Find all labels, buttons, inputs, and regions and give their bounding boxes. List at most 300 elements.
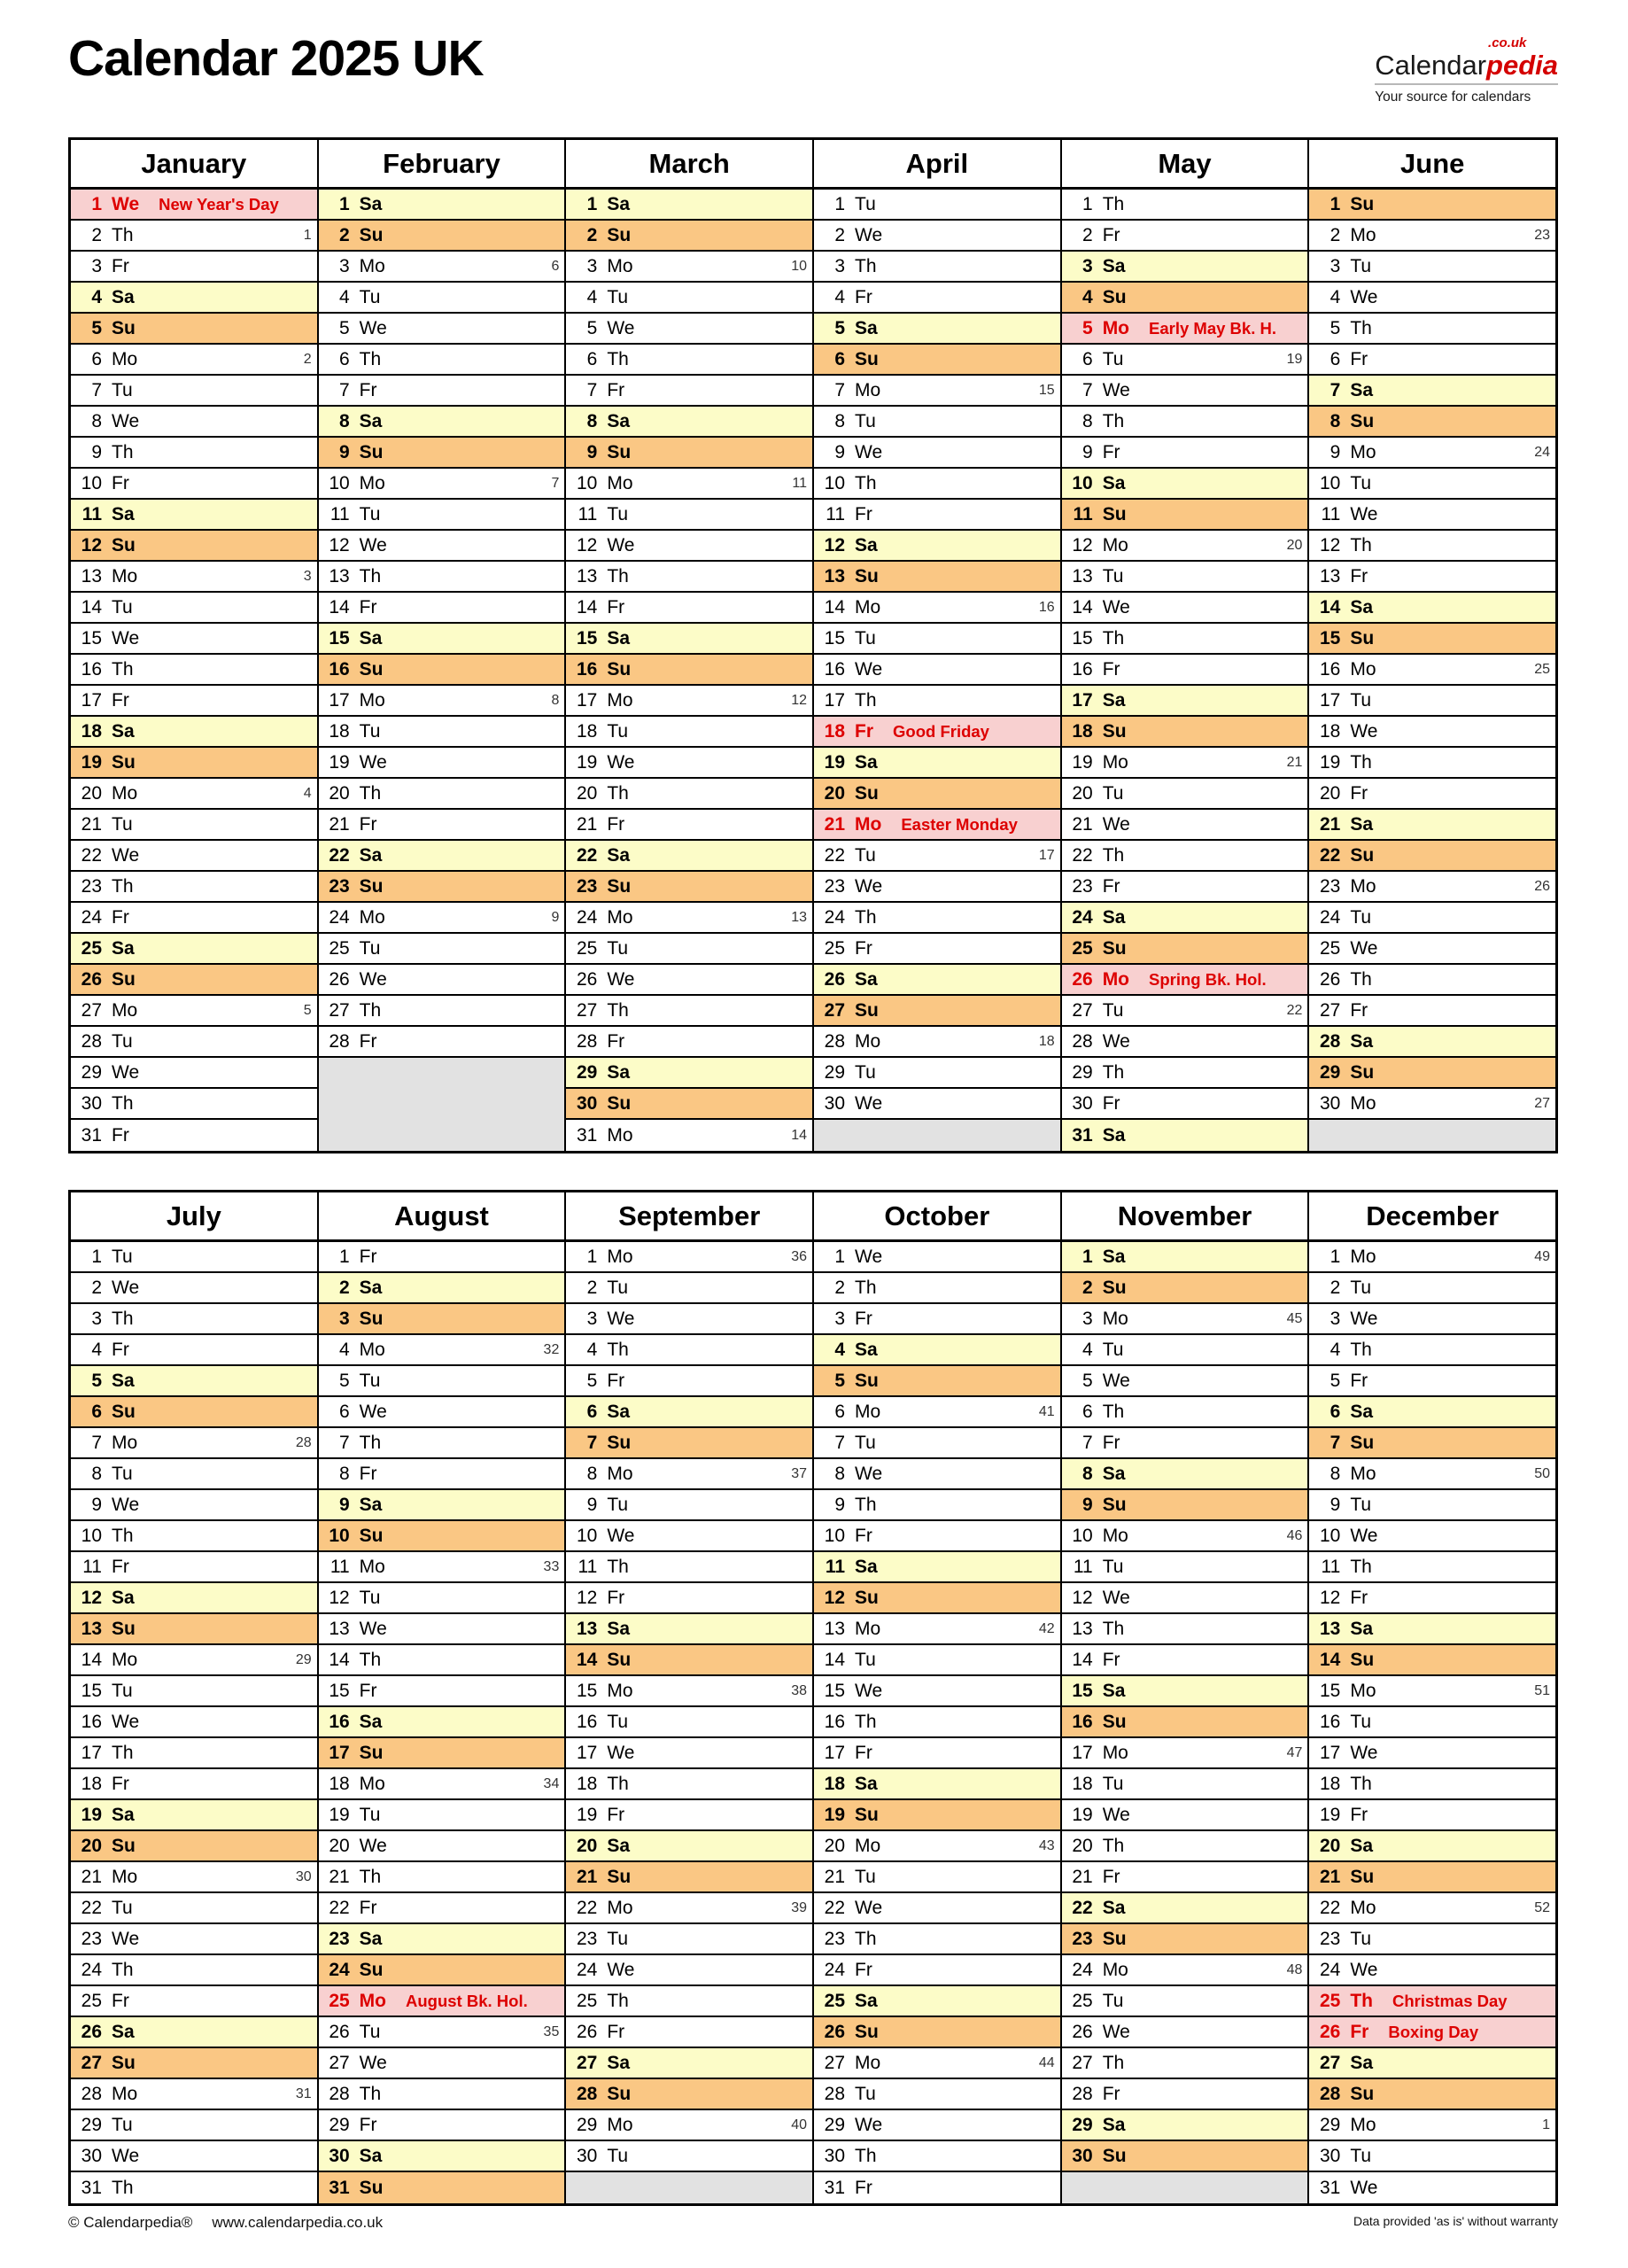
day-row (319, 1583, 565, 1614)
day-number: 30 (1320, 2145, 1341, 2166)
day-row (71, 965, 317, 996)
day-number: 16 (576, 658, 598, 680)
day-number: 25 (824, 937, 846, 959)
weekday-abbrev: Sa (855, 751, 878, 773)
day-row (1062, 1304, 1308, 1335)
weekday-abbrev: We (1102, 596, 1130, 617)
weekday-abbrev: Th (112, 1308, 134, 1329)
day-row (1062, 903, 1308, 934)
weekday-abbrev: Mo (1350, 875, 1376, 897)
weekday-abbrev: Su (359, 875, 384, 897)
day-row (319, 1335, 565, 1366)
weekday-abbrev: Tu (1350, 1928, 1372, 1949)
day-number: 22 (1072, 1897, 1093, 1918)
weekday-abbrev: Sa (359, 2145, 383, 2166)
week-number: 14 (791, 1127, 808, 1143)
day-row (71, 376, 317, 407)
weekday-abbrev: Su (1102, 720, 1127, 742)
day-row (814, 345, 1060, 376)
weekday-abbrev: Th (1102, 2052, 1125, 2073)
day-number: 23 (329, 875, 350, 897)
day-row (319, 1366, 565, 1397)
day-row (566, 2079, 812, 2110)
day-row (566, 1862, 812, 1893)
weekday-abbrev: Sa (1350, 813, 1374, 835)
weekday-abbrev: Mo (1350, 1092, 1376, 1114)
holiday-label: Early May Bk. H. (1149, 318, 1276, 338)
weekday-abbrev: Th (855, 2145, 877, 2166)
weekday-abbrev: Mo (855, 1618, 881, 1639)
day-number: 18 (576, 720, 598, 742)
weekday-abbrev: Tu (1102, 1773, 1124, 1794)
weekday-abbrev: Th (359, 782, 382, 804)
day-number: 11 (1073, 1556, 1093, 1577)
day-number: 20 (576, 1835, 598, 1856)
weekday-abbrev: Th (607, 1556, 629, 1577)
week-number: 46 (1286, 1527, 1303, 1543)
weekday-abbrev: Sa (1102, 689, 1126, 711)
weekday-abbrev: Tu (1350, 472, 1372, 493)
week-number: 51 (1534, 1682, 1551, 1698)
day-row (1309, 1459, 1555, 1490)
day-number: 17 (329, 1742, 350, 1763)
weekday-abbrev: Sa (359, 193, 383, 214)
calendar-top-half-jan-jun (68, 137, 1558, 1153)
day-number: 8 (91, 410, 102, 431)
day-number: 29 (824, 1061, 846, 1083)
day-row (319, 624, 565, 655)
day-row (814, 2141, 1060, 2172)
weekday-abbrev: Fr (855, 1308, 872, 1329)
weekday-abbrev: Sa (359, 1711, 383, 1732)
day-number: 28 (329, 1030, 350, 1052)
weekday-abbrev: Tu (359, 1370, 381, 1391)
weekday-abbrev: Th (1350, 1339, 1372, 1360)
day-row (566, 965, 812, 996)
weekday-abbrev: We (359, 1835, 387, 1856)
day-row (71, 1862, 317, 1893)
weekday-abbrev: Fr (607, 379, 625, 400)
empty-cells (566, 2172, 812, 2203)
day-number: 4 (1082, 286, 1093, 307)
weekday-abbrev: Th (112, 224, 134, 245)
weekday-abbrev: Fr (855, 1742, 872, 1763)
day-number: 28 (1320, 2083, 1341, 2104)
week-number: 11 (792, 475, 808, 491)
weekday-abbrev: We (112, 1494, 140, 1515)
day-number: 13 (81, 565, 102, 586)
day-row (71, 1707, 317, 1738)
logo-wordmark (1375, 35, 1558, 85)
day-row (814, 1583, 1060, 1614)
day-row (319, 1397, 565, 1428)
day-number: 22 (824, 1897, 846, 1918)
week-number: 2 (303, 351, 312, 367)
day-row (1062, 717, 1308, 748)
day-row (1309, 1335, 1555, 1366)
day-number: 25 (1320, 937, 1341, 959)
day-row (71, 2141, 317, 2172)
weekday-abbrev: Fr (359, 1246, 377, 1267)
day-row (814, 2172, 1060, 2203)
weekday-abbrev: Mo (359, 1990, 386, 2011)
weekday-abbrev: Th (607, 565, 629, 586)
day-row (319, 407, 565, 438)
day-number: 24 (329, 906, 350, 928)
day-row (1309, 841, 1555, 872)
weekday-abbrev: Mo (359, 255, 385, 276)
day-row (1062, 686, 1308, 717)
weekday-abbrev: Fr (112, 1339, 129, 1360)
day-row (566, 500, 812, 531)
day-row (319, 1893, 565, 1924)
day-number: 23 (576, 1928, 598, 1949)
day-row (319, 779, 565, 810)
day-row (1309, 1089, 1555, 1120)
day-row (319, 841, 565, 872)
day-row (71, 531, 317, 562)
day-number: 2 (1082, 224, 1093, 245)
day-number: 4 (338, 1339, 350, 1360)
weekday-abbrev: Fr (855, 2177, 872, 2198)
day-number: 2 (338, 1277, 350, 1298)
weekday-abbrev: Tu (112, 813, 133, 835)
weekday-abbrev: Su (359, 1308, 384, 1329)
weekday-abbrev: Sa (1102, 1246, 1126, 1267)
weekday-abbrev: Fr (359, 1463, 377, 1484)
weekday-abbrev: We (1350, 1742, 1378, 1763)
day-row (1062, 2141, 1308, 2172)
weekday-abbrev: Fr (359, 379, 377, 400)
weekday-abbrev: We (359, 751, 387, 773)
weekday-abbrev: Th (1350, 1990, 1374, 2011)
day-row (566, 1769, 812, 1800)
day-number: 12 (576, 534, 598, 555)
day-number: 15 (1320, 627, 1341, 649)
day-number: 18 (1320, 720, 1341, 742)
weekday-abbrev: Mo (855, 379, 881, 400)
week-number: 35 (543, 2023, 560, 2039)
day-row (1062, 221, 1308, 252)
day-number: 24 (1320, 906, 1341, 928)
day-row (566, 1738, 812, 1769)
day-number: 22 (329, 844, 350, 866)
day-number: 6 (834, 348, 846, 369)
day-number: 27 (824, 999, 846, 1021)
day-row (566, 1614, 812, 1645)
day-number: 22 (329, 1897, 350, 1918)
weekday-abbrev: We (1350, 937, 1378, 959)
day-row (814, 283, 1060, 314)
weekday-abbrev: Sa (1350, 1030, 1374, 1052)
logo-text-black: Calendar (1375, 50, 1487, 81)
weekday-abbrev: Sa (607, 2052, 631, 2073)
day-row (1309, 2017, 1555, 2048)
day-number: 16 (81, 1711, 102, 1732)
day-row (71, 1583, 317, 1614)
weekday-abbrev: Su (359, 1525, 384, 1546)
day-number: 16 (81, 658, 102, 680)
day-row (566, 283, 812, 314)
day-number: 15 (824, 1680, 846, 1701)
weekday-abbrev: Th (359, 999, 382, 1021)
day-number: 22 (1072, 844, 1093, 866)
weekday-abbrev: Mo (112, 348, 138, 369)
day-number: 22 (81, 1897, 102, 1918)
day-number: 1 (1082, 1246, 1093, 1267)
weekday-abbrev: Fr (1102, 1649, 1120, 1670)
day-row (1309, 1707, 1555, 1738)
day-row (71, 1490, 317, 1521)
weekday-abbrev: We (359, 534, 387, 555)
day-row (1309, 221, 1555, 252)
day-row (1062, 1676, 1308, 1707)
weekday-abbrev: We (855, 875, 883, 897)
weekday-abbrev: Tu (1350, 906, 1372, 928)
day-number: 19 (824, 751, 846, 773)
day-row (319, 345, 565, 376)
day-number: 3 (834, 1308, 846, 1329)
weekday-abbrev: Sa (855, 1990, 878, 2011)
day-row (566, 934, 812, 965)
day-row (71, 2079, 317, 2110)
week-number: 8 (551, 692, 560, 708)
day-number: 27 (329, 2052, 350, 2073)
day-row (566, 1459, 812, 1490)
day-number: 1 (1330, 193, 1341, 214)
weekday-abbrev: Fr (112, 1990, 129, 2011)
day-row (319, 283, 565, 314)
weekday-abbrev: We (112, 410, 140, 431)
day-row (1062, 1058, 1308, 1089)
day-row (319, 1738, 565, 1769)
weekday-abbrev: Tu (359, 937, 381, 959)
day-number: 23 (1072, 1928, 1093, 1949)
day-row (1062, 314, 1308, 345)
day-number: 22 (1320, 1897, 1341, 1918)
day-number: 6 (1330, 348, 1341, 369)
day-number: 12 (824, 1587, 846, 1608)
weekday-abbrev: Su (855, 1804, 879, 1825)
day-row (1309, 717, 1555, 748)
day-row (71, 1676, 317, 1707)
day-number: 15 (1072, 627, 1093, 649)
day-row (1309, 1986, 1555, 2017)
weekday-abbrev: Sa (855, 1339, 878, 1360)
weekday-abbrev: Sa (1102, 1897, 1126, 1918)
day-number: 21 (81, 1866, 102, 1887)
weekday-abbrev: Tu (359, 1587, 381, 1608)
weekday-abbrev: Mo (1350, 441, 1376, 462)
weekday-abbrev: Th (855, 1928, 877, 1949)
weekday-abbrev: Tu (855, 1432, 876, 1453)
day-row (566, 1304, 812, 1335)
day-number: 19 (1072, 751, 1093, 773)
day-row (319, 221, 565, 252)
day-number: 26 (81, 2021, 102, 2042)
weekday-abbrev: Su (112, 534, 136, 555)
weekday-abbrev: Fr (1350, 1804, 1368, 1825)
weekday-abbrev: Tu (855, 410, 876, 431)
weekday-abbrev: Su (855, 1587, 879, 1608)
day-number: 9 (1330, 441, 1341, 462)
day-row (319, 376, 565, 407)
weekday-abbrev: Mo (1350, 1463, 1376, 1484)
weekday-abbrev: Tu (1350, 689, 1372, 711)
day-number: 30 (824, 2145, 846, 2166)
month-name: October (814, 1192, 1060, 1242)
day-number: 28 (1072, 1030, 1093, 1052)
day-number: 3 (586, 255, 598, 276)
weekday-abbrev: Mo (607, 2114, 633, 2135)
day-number: 2 (91, 224, 102, 245)
day-number: 7 (586, 1432, 598, 1453)
day-number: 24 (1072, 906, 1093, 928)
weekday-abbrev: Th (112, 1092, 134, 1114)
weekday-abbrev: Mo (359, 906, 385, 928)
day-number: 5 (91, 1370, 102, 1391)
day-row (71, 1769, 317, 1800)
day-row (566, 1893, 812, 1924)
day-number: 14 (576, 1649, 598, 1670)
day-number: 4 (834, 286, 846, 307)
weekday-abbrev: Sa (1350, 379, 1374, 400)
day-row (1062, 965, 1308, 996)
day-row (319, 1955, 565, 1986)
day-number: 21 (576, 813, 598, 835)
day-number: 2 (586, 1277, 598, 1298)
day-row (1309, 686, 1555, 717)
day-number: 15 (81, 627, 102, 649)
weekday-abbrev: Su (359, 658, 384, 680)
weekday-abbrev: Sa (1350, 1618, 1374, 1639)
weekday-abbrev: Tu (1102, 1990, 1124, 2011)
footer-copyright-block (68, 2214, 383, 2232)
day-row (814, 500, 1060, 531)
weekday-abbrev: We (359, 1618, 387, 1639)
day-number: 19 (1320, 751, 1341, 773)
day-row (814, 1242, 1060, 1273)
weekday-abbrev: We (855, 224, 883, 245)
day-number: 6 (1082, 1401, 1093, 1422)
empty-cells (1062, 2172, 1308, 2203)
weekday-abbrev: Th (1102, 410, 1125, 431)
day-number: 23 (824, 1928, 846, 1949)
weekday-abbrev: We (112, 844, 140, 866)
day-row (1309, 252, 1555, 283)
day-row (319, 1645, 565, 1676)
day-row (1062, 2079, 1308, 2110)
month-column-june (1309, 140, 1555, 1151)
weekday-abbrev: Su (1350, 193, 1375, 214)
day-number: 2 (91, 1277, 102, 1298)
week-number: 45 (1286, 1310, 1303, 1326)
weekday-abbrev: Mo (607, 1463, 633, 1484)
weekday-abbrev: Th (855, 906, 877, 928)
day-row (1309, 500, 1555, 531)
week-number: 41 (1038, 1403, 1055, 1419)
day-number: 24 (824, 1959, 846, 1980)
day-number: 17 (1072, 1742, 1093, 1763)
weekday-abbrev: Fr (1350, 782, 1368, 804)
day-number: 16 (1320, 658, 1341, 680)
weekday-abbrev: Tu (855, 627, 876, 649)
weekday-abbrev: Tu (1102, 782, 1124, 804)
day-row (566, 314, 812, 345)
day-row (1309, 1397, 1555, 1428)
weekday-abbrev: Fr (359, 1680, 377, 1701)
empty-cells (319, 1058, 565, 1151)
weekday-abbrev: Sa (1350, 596, 1374, 617)
day-number: 5 (91, 317, 102, 338)
day-row (814, 779, 1060, 810)
week-number: 43 (1038, 1837, 1055, 1853)
day-row (319, 1707, 565, 1738)
weekday-abbrev: We (607, 751, 635, 773)
day-number: 6 (91, 1401, 102, 1422)
weekday-abbrev: Th (1102, 1401, 1125, 1422)
day-row (319, 1552, 565, 1583)
weekday-abbrev: Th (855, 255, 877, 276)
day-row (1309, 407, 1555, 438)
week-number: 23 (1534, 227, 1551, 243)
month-name: February (319, 140, 565, 190)
weekday-abbrev: Tu (112, 596, 133, 617)
day-number: 4 (834, 1339, 846, 1360)
weekday-abbrev: Su (607, 224, 632, 245)
day-number: 18 (1072, 720, 1093, 742)
day-number: 17 (824, 1742, 846, 1763)
day-row (566, 1366, 812, 1397)
page-footer (68, 2214, 1558, 2232)
day-row (1062, 407, 1308, 438)
weekday-abbrev: We (359, 317, 387, 338)
day-row (1062, 1800, 1308, 1831)
day-number: 4 (1082, 1339, 1093, 1360)
day-number: 25 (1320, 1990, 1341, 2011)
day-row (814, 1955, 1060, 1986)
day-row (814, 996, 1060, 1027)
weekday-abbrev: We (112, 2145, 140, 2166)
week-number: 22 (1286, 1002, 1303, 1018)
day-row (71, 1614, 317, 1645)
day-number: 15 (576, 627, 598, 649)
week-number: 48 (1286, 1961, 1303, 1977)
weekday-abbrev: Mo (1102, 1742, 1128, 1763)
weekday-abbrev: Mo (607, 1897, 633, 1918)
week-number: 34 (543, 1775, 560, 1791)
day-row (319, 2172, 565, 2203)
day-row (1062, 1490, 1308, 1521)
day-row (814, 1027, 1060, 1058)
weekday-abbrev: Sa (607, 1618, 631, 1639)
day-number: 15 (824, 627, 846, 649)
week-number: 12 (791, 692, 808, 708)
day-row (566, 1924, 812, 1955)
weekday-abbrev: Tu (1102, 565, 1124, 586)
weekday-abbrev: Mo (607, 1246, 633, 1267)
day-row (1062, 1027, 1308, 1058)
day-row (566, 469, 812, 500)
day-number: 4 (1330, 1339, 1341, 1360)
day-number: 16 (824, 1711, 846, 1732)
day-row (814, 1089, 1060, 1120)
day-row (1309, 1521, 1555, 1552)
day-number: 8 (834, 410, 846, 431)
day-number: 8 (834, 1463, 846, 1484)
weekday-abbrev: Su (1102, 1277, 1127, 1298)
day-row (319, 1769, 565, 1800)
